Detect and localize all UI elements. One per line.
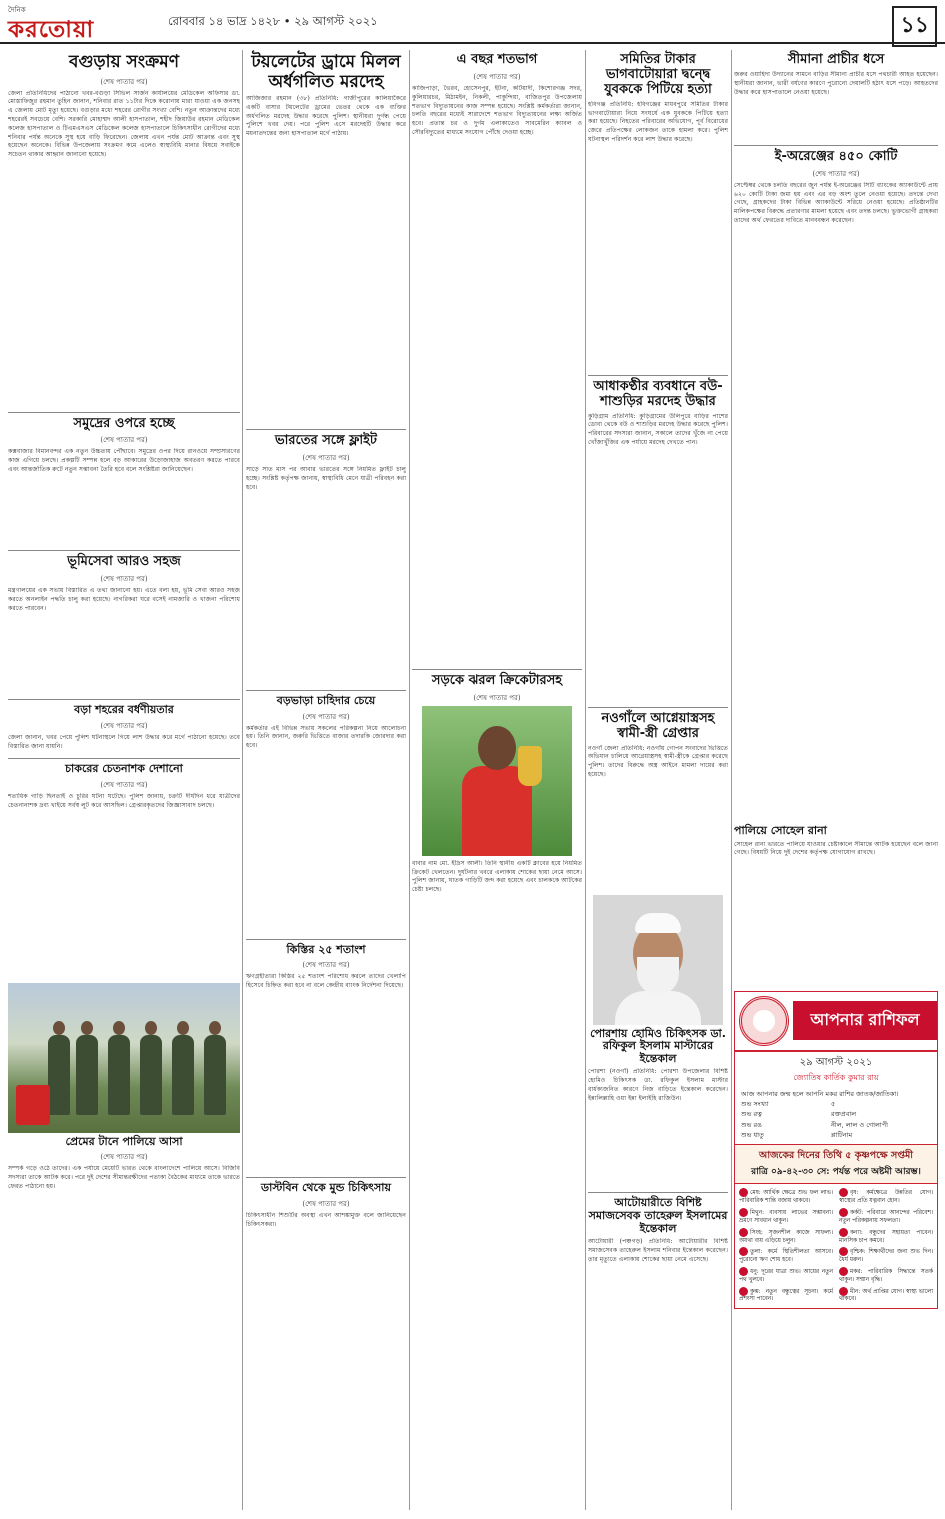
horoscope-row: শুভ ধাতু প্লাটিনাম [741, 1131, 853, 1140]
zodiac-sign-entry: মিথুন: ব্যবসায় লাভের সম্ভাবনা। ভ্রমণে সাবধান থাকুন। [739, 1210, 833, 1224]
horoscope-intro: আজ আপনার জন্ম হলে আপনি মকর রাশির জাতক/জাতিকা। [741, 1089, 899, 1098]
column-divider [731, 50, 732, 1510]
horoscope-row: শুভ সংখ্যা ৫ [741, 1099, 836, 1108]
tithi-time: রাত্রি ০৯-৪২-৩০ সে: পর্যন্ত পরে অষ্টমী আরম্ভ। [751, 1167, 921, 1178]
column-1 [8, 50, 240, 1255]
zodiac-sign-entry: তুলা: কর্মে স্থিতিশীলতা আসবে। পুরোনো ঋণ শোধ হবে। [739, 1249, 833, 1264]
column-3 [412, 50, 582, 1440]
continued-label: (শেষ পাতার পর) [100, 77, 148, 86]
article-body: সেপ্টেম্বর থেকে চলতি বছরের জুন পর্যন্ত ই-অরেঞ্জের সিটি ব্যাংকের অ্যাকাউন্টে প্রায় ৬২০ কোটি টাকা জমা হয় এবং এর বড় অংশ তুলে নেওয়া হয়েছে। তদন্তে দেখা গেছে, গ্রাহকদের টাকা বিভিন্ন অ্যাকাউন্টে সরিয়ে নেওয়া হয়েছে। প্রতিষ্ঠানটির মালিকপক্ষের বিরুদ্ধে প্রতারণার মামলা হয়েছে এবং তদন্ত চলছে। ভুক্তভোগী গ্রাহকরা তাদের অর্থ ফেরতের দাবিতে মানববন্ধন করেছেন। [734, 181, 938, 225]
zodiac-sign-entry: মকর: পারিবারিক সিদ্ধান্তে সতর্ক থাকুন। সম্মান বৃদ্ধি। [839, 1268, 933, 1283]
article-body: আজিজার রহমান (৩৮) প্রতিনিধি: গাজীপুরের কালিয়াকৈরে একটি বাসার টয়লেটের ড্রামের ভেতর থেকে এক ব্যক্তির অর্ধগলিত মরদেহ উদ্ধার করেছে পুলিশ। স্থানীয়রা দুর্গন্ধ পেয়ে পুলিশে খবর দেয়। পরে পুলিশ এসে মরদেহটি উদ্ধার করে ময়নাতদন্তের জন্য হাসপাতাল মর্গে পাঠায়। [246, 95, 406, 138]
column-divider [585, 50, 586, 1510]
article-body: জেলা জানান, খবর পেয়ে পুলিশ ঘটনাস্থলে গিয়ে লাশ উদ্ধার করে মর্গে পাঠানো হয়েছে। তবে বিস্তারিত জানা যায়নি। [8, 734, 240, 750]
headline: নওগাঁলে আগ্নেয়াস্ত্রসহ স্বামী-স্ত্রী গ্রেপ্তার [601, 710, 715, 741]
headline: বগুড়ায় সংক্রমণ [68, 52, 180, 72]
column-2 [246, 50, 406, 1512]
column-divider [409, 50, 410, 1510]
column-4 [588, 50, 728, 1348]
headline: ই-অরেঞ্জের ৪৫০ কোটি [774, 148, 898, 164]
cricketer-photo [422, 706, 572, 856]
chair-icon [16, 1085, 50, 1125]
aries-icon [739, 1188, 748, 1197]
continued-label: (শেষ পাতার পর) [473, 693, 521, 702]
headline: বড়ভাড়া চাহিদার চেয়ে [276, 694, 376, 708]
article-body: কাজিপাড়া, ভৈরব, হোসেনপুর, ইটনা, কটিয়াদী, কিশোরগঞ্জ সদর, কুলিয়ারচর, মিঠামইন, নিকলী, পাকুন্দিয়া, বাজিতপুর উপজেলায় শতভাগ বিদ্যুতায়নের কাজ সম্পন্ন হয়েছে। সংশ্লিষ্ট কর্মকর্তারা জানান, চলতি বছরের মধ্যেই সারাদেশে শতভাগ বিদ্যুতায়নের লক্ষ্য অর্জিত হবে। প্রত্যন্ত চর ও দুর্গম এলাকাতেও সাবমেরিন ক্যাবল ও সৌরবিদ্যুতের মাধ্যমে সংযোগ পৌঁছে দেওয়া হচ্ছে। [412, 84, 582, 136]
continued-label: (শেষ পাতার পর) [100, 722, 148, 731]
zodiac-signs-grid [735, 1184, 937, 1308]
article-body: শতাধিক গাড়ি ছিনতাই ও চুরির ঘটনা ঘটেছে। পুলিশ জানায়, চক্রটি দীর্ঘদিন ধরে যাত্রীদের চেতনানাশক দ্রব্য খাইয়ে সর্বস্ব লুট করে আসছিল। গ্রেপ্তারকৃতদের জিজ্ঞাসাবাদ চলছে। [8, 792, 240, 809]
article-body: বাবার নাম মো. ইদ্রিস আলী। তিনি স্থানীয় একটি ক্লাবের হয়ে নিয়মিত ক্রিকেট খেলতেন। দুর্ঘটনার খবরে এলাকায় শোকের ছায়া নেমে আসে। পুলিশ জানায়, ঘাতক গাড়িটি জব্দ করা হয়েছে এবং চালককে আটকের চেষ্টা চলছে। [412, 859, 582, 894]
horoscope-row: শুভ রত্ন রক্তপ্রবাল [741, 1110, 857, 1119]
virgo-icon [839, 1228, 848, 1237]
horoscope-date: ২৯ আগস্ট ২০২১ [799, 1056, 873, 1068]
headline: প্রেমের টানে পালিয়ে আসা [65, 1134, 183, 1148]
article-body: কক্সবাজার বিমানবন্দর এক নতুন উচ্চতায় পৌঁছাবে। সমুদ্রের ওপর দিয়ে রানওয়ে সম্প্রসারণের কাজ এগিয়ে চলছে। প্রকল্পটি সম্পন্ন হলে বড় আকারের উড়োজাহাজ অবতরণ করতে পারবে এবং আন্তর্জাতিক রুটে নতুন সম্ভাবনা তৈরি হবে বলে সংশ্লিষ্টরা জানিয়েছেন। [8, 448, 240, 474]
sagittarius-icon [739, 1267, 748, 1276]
leo-icon [739, 1228, 748, 1237]
article-body: চিকিৎসাধীন শিশুটির অবস্থা এখন আশঙ্কামুক্ত বলে জানিয়েছেন চিকিৎসকরা। [246, 1211, 406, 1228]
zodiac-sign-entry: বৃশ্চিক: শিক্ষার্থীদের জন্য শুভ দিন। ধৈর্য ধরুন। [839, 1249, 933, 1264]
article-body: কুড়িগ্রাম প্রতিনিধি: কুড়িগ্রামের উলিপুরে বাড়ির পাশের ডোবা থেকে বউ ও শাশুড়ির মরদেহ উদ্ধার করেছে পুলিশ। পরিবারের সদস্যরা জানান, সকালে তাদের খুঁজে না পেয়ে খোঁজাখুঁজির এক পর্যায়ে মরদেহ দেখতে পান। [588, 412, 728, 447]
taurus-icon [839, 1188, 848, 1197]
zodiac-sign-entry: বৃষ: কর্মক্ষেত্রে উন্নতির যোগ। স্বাস্থ্যের প্রতি যত্নবান হোন। [839, 1190, 933, 1205]
continued-label: (শেষ পাতার পর) [100, 575, 148, 584]
article-body: জরুর ওয়াহিদা উদ্যানের সামনে বাড়ির সীমানা প্রাচীর ধসে পথচারী আহত হয়েছেন। স্থানীয়রা জানান, ভারী বর্ষণের কারণে পুরোনো দেয়ালটি হঠাৎ ধসে পড়ে। আহতদের উদ্ধার করে হাসপাতালে নেওয়া হয়েছে। [734, 70, 938, 96]
tithi-box [735, 1144, 937, 1184]
tithi-title: আজকের দিনের তিথি ৫ কৃষ্ণপক্ষে সপ্তমী [758, 1150, 914, 1162]
horoscope-box [734, 991, 938, 1310]
column-divider [242, 50, 243, 1510]
horoscope-author: জ্যোতিষ কার্তিক কুমার রায় [793, 1072, 879, 1082]
headline: সীমানা প্রাচীর ধসে [787, 52, 885, 67]
continued-label: (শেষ পাতার পর) [473, 72, 521, 81]
newspaper-logo [8, 4, 158, 43]
horoscope-row: শুভ রঙ নীল, লাল ও গোলাপী [741, 1120, 888, 1129]
masthead [0, 0, 945, 44]
article-body: পোরশা (নওগাঁ) প্রতিনিধি: পোরশা উপজেলার বিশিষ্ট হোমিও চিকিৎসক ডা. রফিকুল ইসলাম মাস্টার বার্ধক্যজনিত কারণে নিজ বাড়িতে ইন্তেকাল করেছেন। ইন্নালিল্লাহি ওয়া ইন্না ইলাইহি রাজিউন। [588, 1068, 728, 1102]
trophy-icon [518, 746, 542, 786]
headline: এ বছর শতভাগ [456, 52, 538, 67]
zodiac-sign-entry: মেষ: আর্থিক ক্ষেত্রে শুভ ফল লাভ। পারিবারিক শান্তি বজায় থাকবে। [739, 1190, 833, 1205]
subheadline: পালিয়ে সোহেল রানা [734, 823, 827, 837]
obituary-photo [593, 895, 723, 1025]
scorpio-icon [839, 1247, 848, 1256]
continued-label: (শেষ পাতার পর) [302, 454, 350, 463]
headline: চাকরের চেতনাশক দেশানো [65, 762, 183, 776]
headline: ডাস্টবিন থেকে মুন্ড চিকিৎসায় [261, 1181, 391, 1195]
continued-label: (শেষ পাতার পর) [100, 1153, 148, 1162]
continued-label: (শেষ পাতার পর) [302, 961, 350, 970]
headline: ভারতের সঙ্গে ফ্লাইট [274, 433, 378, 449]
zodiac-sign-entry: কুম্ভ: নতুন বন্ধুত্বের সূচনা। কর্মে প্রশংসা পাবেন। [739, 1288, 833, 1303]
headline: সমিতির টাকার ভাগবাটোয়ারা দ্বন্দ্বে যুবককে পিটিয়ে হত্যা [604, 52, 712, 97]
libra-icon [739, 1247, 748, 1256]
headline: সড়কে ঝরল ক্রিকেটারসহ [431, 672, 563, 688]
column-5 [734, 50, 938, 1309]
article-body: ঋণগ্রহীতারা কিস্তির ২৫ শতাংশ পরিশোধ করলে তাদের খেলাপি হিসেবে চিহ্নিত করা হবে না বলে কেন্দ্রীয় ব্যাংক নির্দেশনা দিয়েছে। [246, 973, 406, 990]
article-body: আটোয়ারী (পঞ্চগড়) প্রতিনিধি: আটোয়ারীর বিশিষ্ট সমাজসেবক তাহেরুল ইসলাম শনিবার ইন্তেকাল করেছেন। তার মৃত্যুতে এলাকায় শোকের ছায়া নেমে এসেছে। [588, 1238, 728, 1263]
capricorn-icon [839, 1267, 848, 1276]
continued-label: (শেষ পাতার পর) [302, 1199, 350, 1208]
headline: ভূমিসেবা আরও সহজ [67, 554, 181, 570]
logo-main-text: করতোয়া [8, 17, 95, 43]
page-number: ১১ [892, 6, 937, 47]
article-body: সোহেল রানা ভারতে পালিয়ে যাওয়ার চেষ্টাকালে সীমান্তে আটক হয়েছেন বলে জানা গেছে। বিষয়টি নিয়ে দুই দেশের কর্তৃপক্ষ যোগাযোগ রাখছে। [734, 840, 938, 857]
headline: আটোয়ারীতে বিশিষ্ট সমাজসেবক তাহেরুল ইসলামের ইন্তেকাল [588, 1196, 728, 1235]
article-body: মন্ত্রণালয়ের এক সভায় বিস্তারিত এ তথ্য জানানো হয়। এতে বলা হয়, ভূমি সেবা আরও সহজ করতে অনলাইন পদ্ধতি চালু করা হয়েছে। নাগরিকরা ঘরে বসেই নামজারি ও খাজনা পরিশোধ করতে পারবেন। [8, 587, 240, 613]
headline: টয়লেটের ড্রামে মিলল অর্ধগলিত মরদেহ [251, 52, 401, 92]
headline: আধাকণ্ঠীর ব্যবধানে বউ-শাশুড়ির মরদেহ উদ্ধার [593, 378, 723, 409]
continued-label: (শেষ পাতার পর) [812, 169, 860, 178]
headline: বড়া শহরের বর্ধণীয়তার [74, 703, 174, 717]
zodiac-sign-entry: সিংহ: সৃজনশীল কাজে সাফল্য। অযথা ব্যয় এড়িয়ে চলুন। [739, 1229, 833, 1244]
border-guard-photo [8, 983, 240, 1133]
continued-label: (শেষ পাতার পর) [100, 780, 148, 789]
article-body: জেলা প্রতিনিধিদের পাঠানো খবর-বগুড়া সিভিল সার্জন কার্যালয়ের মেডিকেল অফিসার ডা. মোস্তাফিজুর রহমান তুহিন জানান, শনিবার রাত ১১টার দিকে করোনায় মারা যাওয়া এক জনসহ এ জেলায় মোট মৃত্যু হয়েছে। বগুড়ার মধ্যে শহরের রোগীর সংখ্যা বেশি। নতুন আক্রান্তদের মধ্যে শহরেরই সবচেয়ে বেশি। সরকারি মোহাম্মদ আলী হাসপাতাল, শহীদ জিয়াউর রহমান মেডিকেল কলেজ হাসপাতাল ও টিএমএসএস মেডিকেল কলেজ হাসপাতালে চিকিৎসাধীন রোগীদের মধ্যে শনিবার পর্যন্ত অনেকে সুস্থ হয়ে বাড়ি ফিরেছেন। জেলায় এখন পর্যন্ত মোট আক্রান্ত এবং সুস্থ হয়েছেন অনেকে। বিভিন্ন উপজেলায় সংক্রমণ কমে এলেও স্বাস্থ্যবিধি মানার বিষয়ে সবাইকে সচেতন থাকার আহ্বান জানানো হয়েছে। [8, 89, 240, 159]
headline: সমুদ্রের ওপরে হচ্ছে [73, 415, 175, 431]
continued-label: (শেষ পাতার পর) [302, 712, 350, 721]
dateline: রোববার ১৪ ভাদ্র ১৪২৮ • ২৯ আগস্ট ২০২১ [168, 14, 378, 28]
article-body: সম্পর্ক গড়ে ওঠে তাদের। এক পর্যায়ে মেয়েটি ভারত থেকে বাংলাদেশে পালিয়ে আসে। বিজিবি সদস্যরা তাকে আটক করে। পরে দুই দেশের সীমান্তরক্ষীদের পতাকা বৈঠকের মাধ্যমে তাকে ভারতে ফেরত পাঠানো হয়। [8, 1165, 240, 1190]
headline: কিস্তির ২৫ শতাংশ [286, 942, 366, 956]
zodiac-sign-entry: ধনু: দূরের যাত্রা শুভ। আয়ের নতুন পথ খুলবে। [739, 1268, 833, 1283]
photo-caption: পোরশায় হোমিও চিকিৎসক ডা. রফিকুল ইসলাম মাস্টারের ইন্তেকাল [590, 1026, 726, 1065]
zodiac-sign-entry: কন্যা: বন্ধুদের সহায়তা পাবেন। মানসিক চাপ কমবে। [839, 1229, 933, 1244]
gemini-icon [739, 1208, 748, 1217]
article-body: হবিগঞ্জ প্রতিনিধি: হবিগঞ্জের মাধবপুরে সমিতির টাকার ভাগবাটোয়ারা নিয়ে সংঘর্ষে এক যুবককে পিটিয়ে হত্যা করা হয়েছে। নিহতের পরিবারের অভিযোগ, পূর্ব বিরোধের জেরে প্রতিপক্ষের লোকজন তাকে হামলা করে। পুলিশ ঘটনাস্থল পরিদর্শন করে লাশ উদ্ধার করেছে। [588, 100, 728, 143]
article-body: সাড়ে সাত মাস পর আবার ভারতের সঙ্গে নিয়মিত ফ্লাইট চালু হচ্ছে। সংশ্লিষ্ট কর্তৃপক্ষ জানায়, স্বাস্থ্যবিধি মেনে যাত্রী পরিবহন করা হবে। [246, 466, 406, 491]
pisces-icon [839, 1287, 848, 1296]
zodiac-sign-entry: মীন: অর্থ প্রাপ্তির যোগ। স্বাস্থ্য ভালো থাকবে। [839, 1288, 933, 1303]
cancer-icon [839, 1208, 848, 1217]
zodiac-sign-entry: কর্কট: পরিবারে আনন্দের পরিবেশ। নতুন পরিকল্পনায় সফলতা। [839, 1210, 933, 1224]
aquarius-icon [739, 1287, 748, 1296]
continued-label: (শেষ পাতার পর) [100, 436, 148, 445]
horoscope-title: আপনার রাশিফল [793, 1001, 937, 1040]
zodiac-wheel-icon [739, 996, 789, 1046]
logo-small-text: দৈনিক [8, 6, 26, 14]
article-body: নওগাঁ জেলা প্রতিনিধি: নওগাঁয় গোপন সংবাদের ভিত্তিতে অভিযান চালিয়ে আগ্নেয়াস্ত্রসহ স্বামী-স্ত্রীকে গ্রেপ্তার করেছে পুলিশ। তাদের বিরুদ্ধে অস্ত্র আইনে মামলা দায়ের করা হয়েছে। [588, 744, 728, 778]
article-body: কর্মকর্তার এই বিভিন্ন সভায় সকলের পরিকল্পনা নিয়ে আলোচনা হয়। তিনি জানান, জরুরি ভিত্তিতে বাজার তদারকি জোরদার করা হবে। [246, 724, 406, 750]
